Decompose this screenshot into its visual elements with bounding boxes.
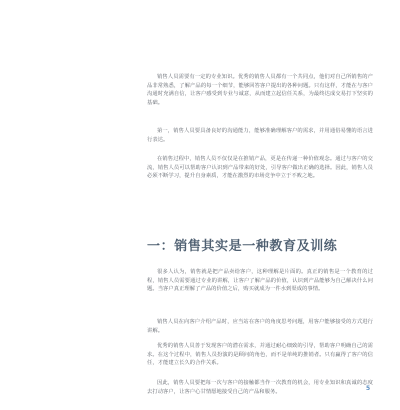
body-paragraph: 销售人员在向客户介绍产品时，应当站在客户的角度思考问题，用客户能够接受的方式进行讲解。 [147,319,373,334]
body-paragraph: 很多人认为，销售就是把产品卖给客户，这种理解是片面的。真正的销售是一个教育的过程，销售人员需要通过专业的讲解，让客户了解产品的价值，认识到产品能够为自己解决什么问题。当客户真正理解了产品的价值之后，购买就成为一件水到渠成的事情。 [147,269,373,293]
section-heading: 一：销售其实是一种教育及训练 [147,239,338,254]
body-paragraph: 销售人员需要有一定的专业知识。优秀的销售人员都有一个共同点，他们对自己所销售的产品非常熟悉，了解产品的每一个细节，能够回答客户提出的各种问题。只有这样，才能在与客户沟通时充满自信，让客户感受到专业与诚意，从而建立起信任关系，为最终达成交易打下坚实的基础。 [147,74,373,106]
body-paragraph: 第一，销售人员要具备良好的沟通能力，能够准确理解客户的需求，并用通俗易懂的语言进行表达。 [147,128,373,143]
page-number: 5 [366,385,371,392]
body-paragraph: 因此，销售人员要把每一次与客户的接触都当作一次教育的机会，用专业知识和真诚的态度去打动客户，让客户心甘情愿地接受自己的产品和服务。 [147,380,373,395]
body-paragraph: 优秀的销售人员善于发现客户的潜在需求，并通过耐心细致的引导，帮助客户明确自己的需求。在这个过程中，销售人员扮演的是顾问的角色，而不是单纯的推销者。只有赢得了客户的信任，才能建立长久的合作关系。 [147,343,373,367]
body-paragraph: 在销售过程中，销售人员不仅仅是在推销产品，更是在传递一种价值观念。通过与客户的交流，销售人员可以帮助客户认识到产品带来的好处，引导客户做出正确的选择。因此，销售人员必须不断学习，提升自身素质，才能在激烈的市场竞争中立于不败之地。 [147,156,373,180]
